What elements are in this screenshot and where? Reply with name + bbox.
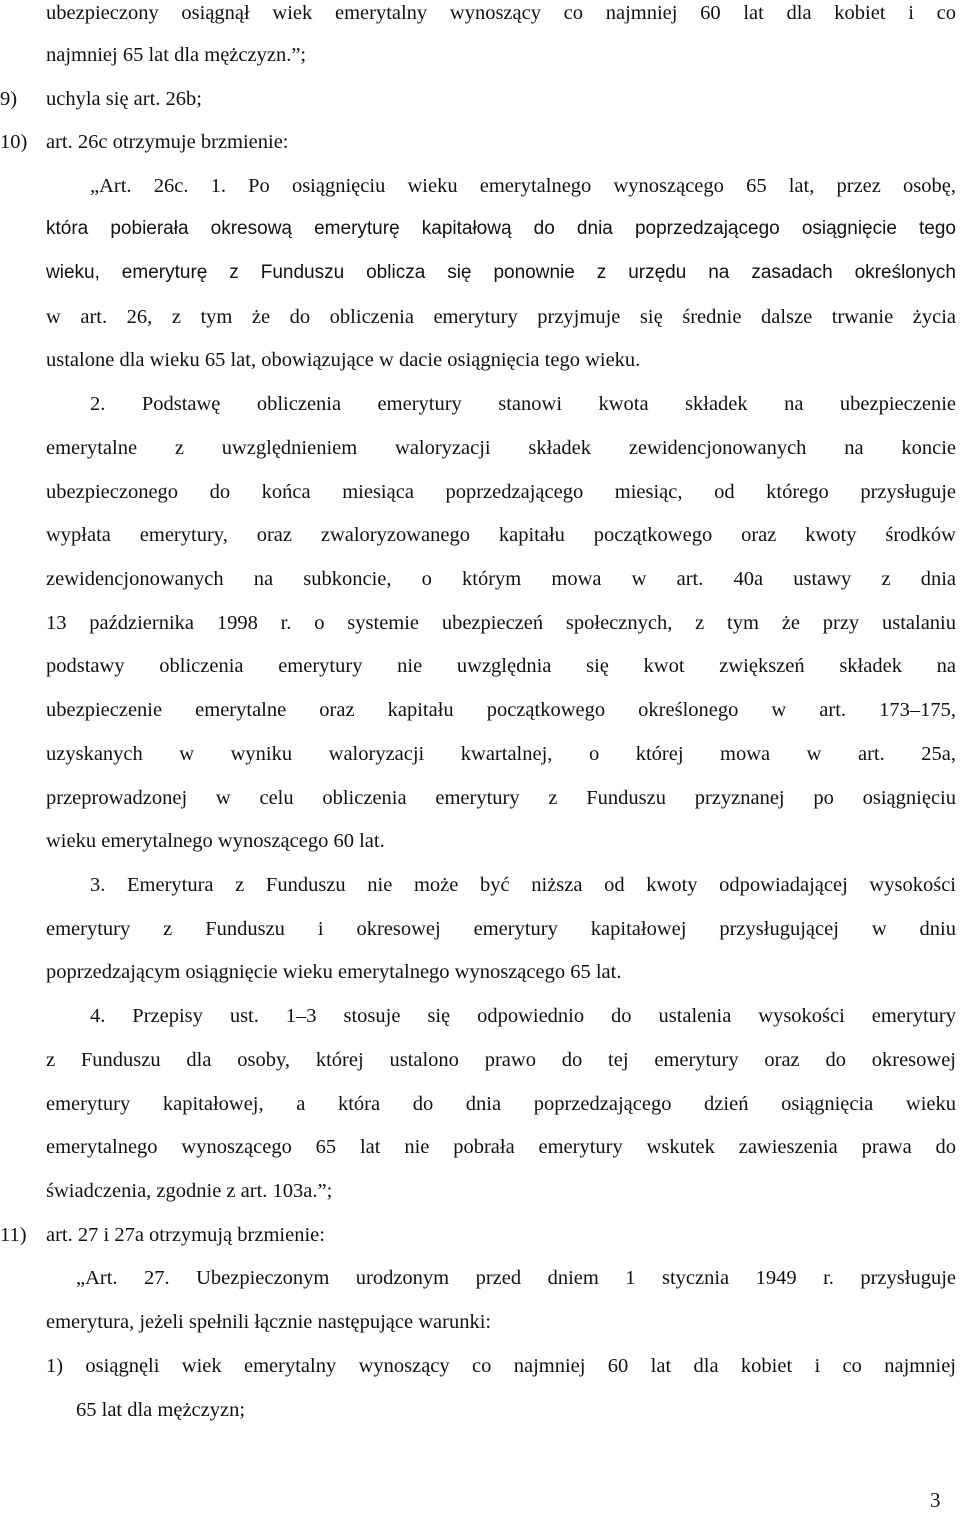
text-line: ubezpieczenie emerytalne oraz kapitału początkowego określonego w art. 173–175, bbox=[46, 699, 956, 721]
text-line: uchyla się art. 26b; bbox=[46, 88, 202, 110]
text-line: 1) osiągnęli wiek emerytalny wynoszący co najmniej 60 lat dla kobiet i co najmniej bbox=[46, 1355, 956, 1377]
text-line: przeprowadzonej w celu obliczenia emerytury z Funduszu przyznanej po osiągnięciu bbox=[46, 787, 956, 809]
list-number: 10) bbox=[0, 131, 28, 153]
text-line: ubezpieczony osiągnął wiek emerytalny wynoszący co najmniej 60 lat dla kobiet i co bbox=[46, 2, 956, 24]
text-line: zewidencjonowanych na subkoncie, o którym mowa w art. 40a ustawy z dnia bbox=[46, 568, 956, 590]
text-line: „Art. 26c. 1. Po osiągnięciu wieku emerytalnego wynoszącego 65 lat, przez osobę, bbox=[90, 175, 956, 197]
text-line: emerytalne z uwzględnieniem waloryzacji składek zewidencjonowanych na koncie bbox=[46, 437, 956, 459]
text-line: art. 26c otrzymuje brzmienie: bbox=[46, 131, 289, 153]
text-line: najmniej 65 lat dla mężczyzn.”; bbox=[46, 44, 307, 66]
text-line: „Art. 27. Ubezpieczonym urodzonym przed dniem 1 stycznia 1949 r. przysługuje bbox=[76, 1267, 956, 1289]
text-line: wieku emerytalnego wynoszącego 60 lat. bbox=[46, 830, 385, 852]
text-line: emerytura, jeżeli spełnili łącznie następujące warunki: bbox=[46, 1311, 492, 1333]
text-line: poprzedzającym osiągnięcie wieku emerytalnego wynoszącego 65 lat. bbox=[46, 961, 622, 983]
text-line: z Funduszu dla osoby, której ustalono prawo do tej emerytury oraz do okresowej bbox=[46, 1049, 956, 1071]
text-line: ubezpieczonego do końca miesiąca poprzedzającego miesiąc, od którego przysługuje bbox=[46, 481, 956, 503]
text-line: świadczenia, zgodnie z art. 103a.”; bbox=[46, 1180, 333, 1202]
text-line: która pobierała okresową emeryturę kapitałową do dnia poprzedzającego osiągnięcie tego bbox=[46, 218, 956, 239]
text-line: 13 października 1998 r. o systemie ubezpieczeń społecznych, z tym że przy ustalaniu bbox=[46, 612, 956, 634]
list-number: 9) bbox=[0, 88, 18, 110]
text-line: 3. Emerytura z Funduszu nie może być niższa od kwoty odpowiadającej wysokości bbox=[90, 874, 956, 896]
text-line: w art. 26, z tym że do obliczenia emerytury przyjmuje się średnie dalsze trwanie życia bbox=[46, 306, 956, 328]
text-line: podstawy obliczenia emerytury nie uwzględnia się kwot zwiększeń składek na bbox=[46, 655, 956, 677]
text-line: 65 lat dla mężczyzn; bbox=[76, 1399, 246, 1421]
text-line: art. 27 i 27a otrzymują brzmienie: bbox=[46, 1224, 325, 1246]
text-line: 4. Przepisy ust. 1–3 stosuje się odpowiednio do ustalenia wysokości emerytury bbox=[90, 1005, 956, 1027]
text-line: uzyskanych w wyniku waloryzacji kwartalnej, o której mowa w art. 25a, bbox=[46, 743, 956, 765]
page-number: 3 bbox=[930, 1488, 941, 1512]
text-line: ustalone dla wieku 65 lat, obowiązujące w dacie osiągnięcia tego wieku. bbox=[46, 349, 641, 371]
text-line: emerytalnego wynoszącego 65 lat nie pobrała emerytury wskutek zawieszenia prawa do bbox=[46, 1136, 956, 1158]
text-line: 2. Podstawę obliczenia emerytury stanowi kwota składek na ubezpieczenie bbox=[90, 393, 956, 415]
text-line: emerytury kapitałowej, a która do dnia poprzedzającego dzień osiągnięcia wieku bbox=[46, 1093, 956, 1115]
text-line: wypłata emerytury, oraz zwaloryzowanego kapitału początkowego oraz kwoty środków bbox=[46, 524, 956, 546]
list-number: 11) bbox=[0, 1224, 27, 1246]
text-line: wieku, emeryturę z Funduszu oblicza się ponownie z urzędu na zasadach określonych bbox=[46, 262, 956, 283]
text-line: emerytury z Funduszu i okresowej emerytury kapitałowej przysługującej w dniu bbox=[46, 918, 956, 940]
